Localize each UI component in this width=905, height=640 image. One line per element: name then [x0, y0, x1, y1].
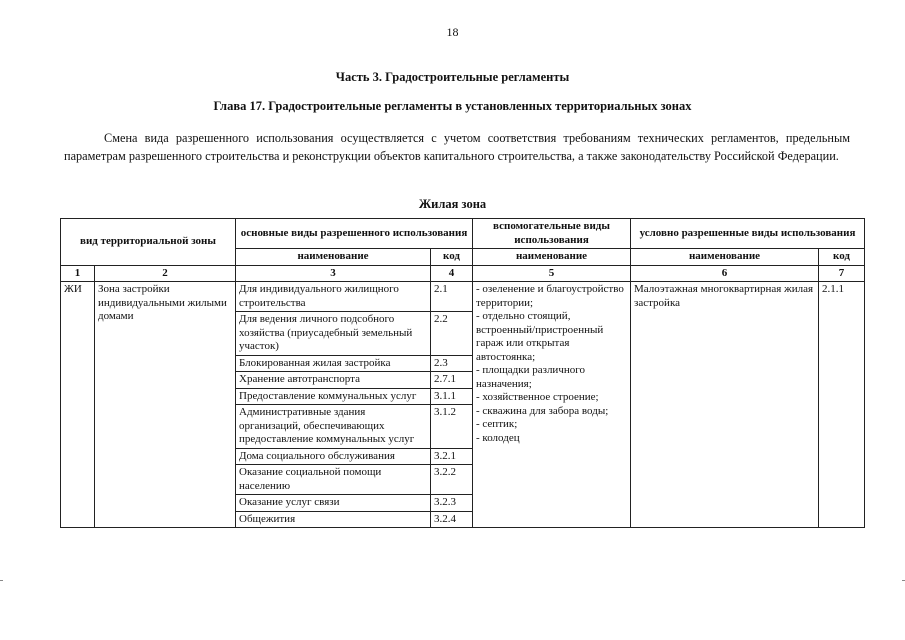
main-use-name: Оказание социальной помощи населению: [236, 465, 431, 495]
list-item: - колодец: [476, 431, 520, 444]
main-use-code: 3.2.1: [431, 448, 473, 465]
subheader-main-name: наименование: [236, 249, 431, 266]
main-use-code: 2.2: [431, 312, 473, 356]
table-row: [61, 282, 865, 312]
column-number: 4: [431, 265, 473, 282]
page-number: 18: [446, 25, 459, 39]
subheader-aux-name: наименование: [473, 249, 631, 266]
header-main-uses: основные виды разрешенного использования: [236, 219, 473, 249]
zone-title: Жилая зона: [418, 197, 487, 211]
main-use-name: Предоставление коммунальных услуг: [236, 388, 431, 405]
main-use-code: 2.1: [431, 282, 473, 312]
main-use-name: Хранение автотранспорта: [236, 372, 431, 389]
main-use-name: Оказание услуг связи: [236, 495, 431, 512]
list-item: - озеленение и благоустройство территории;: [476, 283, 624, 309]
list-item: - отдельно стоящий, встроенный/пристроенный гараж или открытая автостоянка;: [476, 310, 604, 363]
scan-edge-mark: [0, 580, 3, 581]
column-number: 6: [631, 265, 819, 282]
conditional-use-name: Малоэтажная многоквартирная жилая застройка: [631, 282, 819, 528]
subheader-conditional-name: наименование: [631, 249, 819, 266]
header-zone-type: вид территориальной зоны: [61, 219, 236, 266]
column-number: 3: [236, 265, 431, 282]
main-use-code: 3.2.2: [431, 465, 473, 495]
main-use-code: 2.3: [431, 355, 473, 372]
main-use-name: Блокированная жилая застройка: [236, 355, 431, 372]
main-use-code: 3.1.1: [431, 388, 473, 405]
conditional-use-code: 2.1.1: [819, 282, 865, 528]
zone-name: Зона застройки индивидуальными жилыми домами: [95, 282, 236, 528]
column-number: 2: [95, 265, 236, 282]
aux-uses-list: [473, 282, 631, 528]
main-use-code: 2.7.1: [431, 372, 473, 389]
main-use-code: 3.2.4: [431, 511, 473, 528]
main-use-code: 3.1.2: [431, 405, 473, 449]
column-number: 1: [61, 265, 95, 282]
column-number: 5: [473, 265, 631, 282]
list-item: - площадки различного назначения;: [476, 364, 585, 390]
main-use-name: Для индивидуального жилищного строительства: [236, 282, 431, 312]
subheader-conditional-code: код: [819, 249, 865, 266]
column-number: 7: [819, 265, 865, 282]
part-title: Часть 3. Градостроительные регламенты: [335, 70, 570, 84]
subheader-main-code: код: [431, 249, 473, 266]
intro-paragraph: Смена вида разрешенного использования осуществляется с учетом соответствия требованиям технических регламентов, предельным параметрам разрешенного строительства и реконструкции объектов капитального строительства, а также законодательству Российской Федерации.: [64, 131, 850, 163]
column-number-row: [61, 265, 865, 282]
list-item: - хозяйственное строение;: [476, 391, 599, 403]
zone-code: ЖИ: [61, 282, 95, 528]
list-item: - скважина для забора воды;: [476, 404, 609, 417]
chapter-title: Глава 17. Градостроительные регламенты в установленных территориальных зонах: [213, 99, 692, 113]
main-use-name: Дома социального обслуживания: [236, 448, 431, 465]
header-row: [61, 219, 865, 249]
main-use-name: Административные здания организаций, обеспечивающих предоставление коммунальных услуг: [236, 405, 431, 449]
header-conditional-uses: условно разрешенные виды использования: [631, 219, 865, 249]
list-item: - септик;: [476, 418, 518, 430]
header-aux-uses: вспомогательные виды использования: [473, 219, 631, 249]
main-use-name: Общежития: [236, 511, 431, 528]
main-use-code: 3.2.3: [431, 495, 473, 512]
main-use-name: Для ведения личного подсобного хозяйства (приусадебный земельный участок): [236, 312, 431, 356]
regulations-table: [60, 218, 865, 528]
